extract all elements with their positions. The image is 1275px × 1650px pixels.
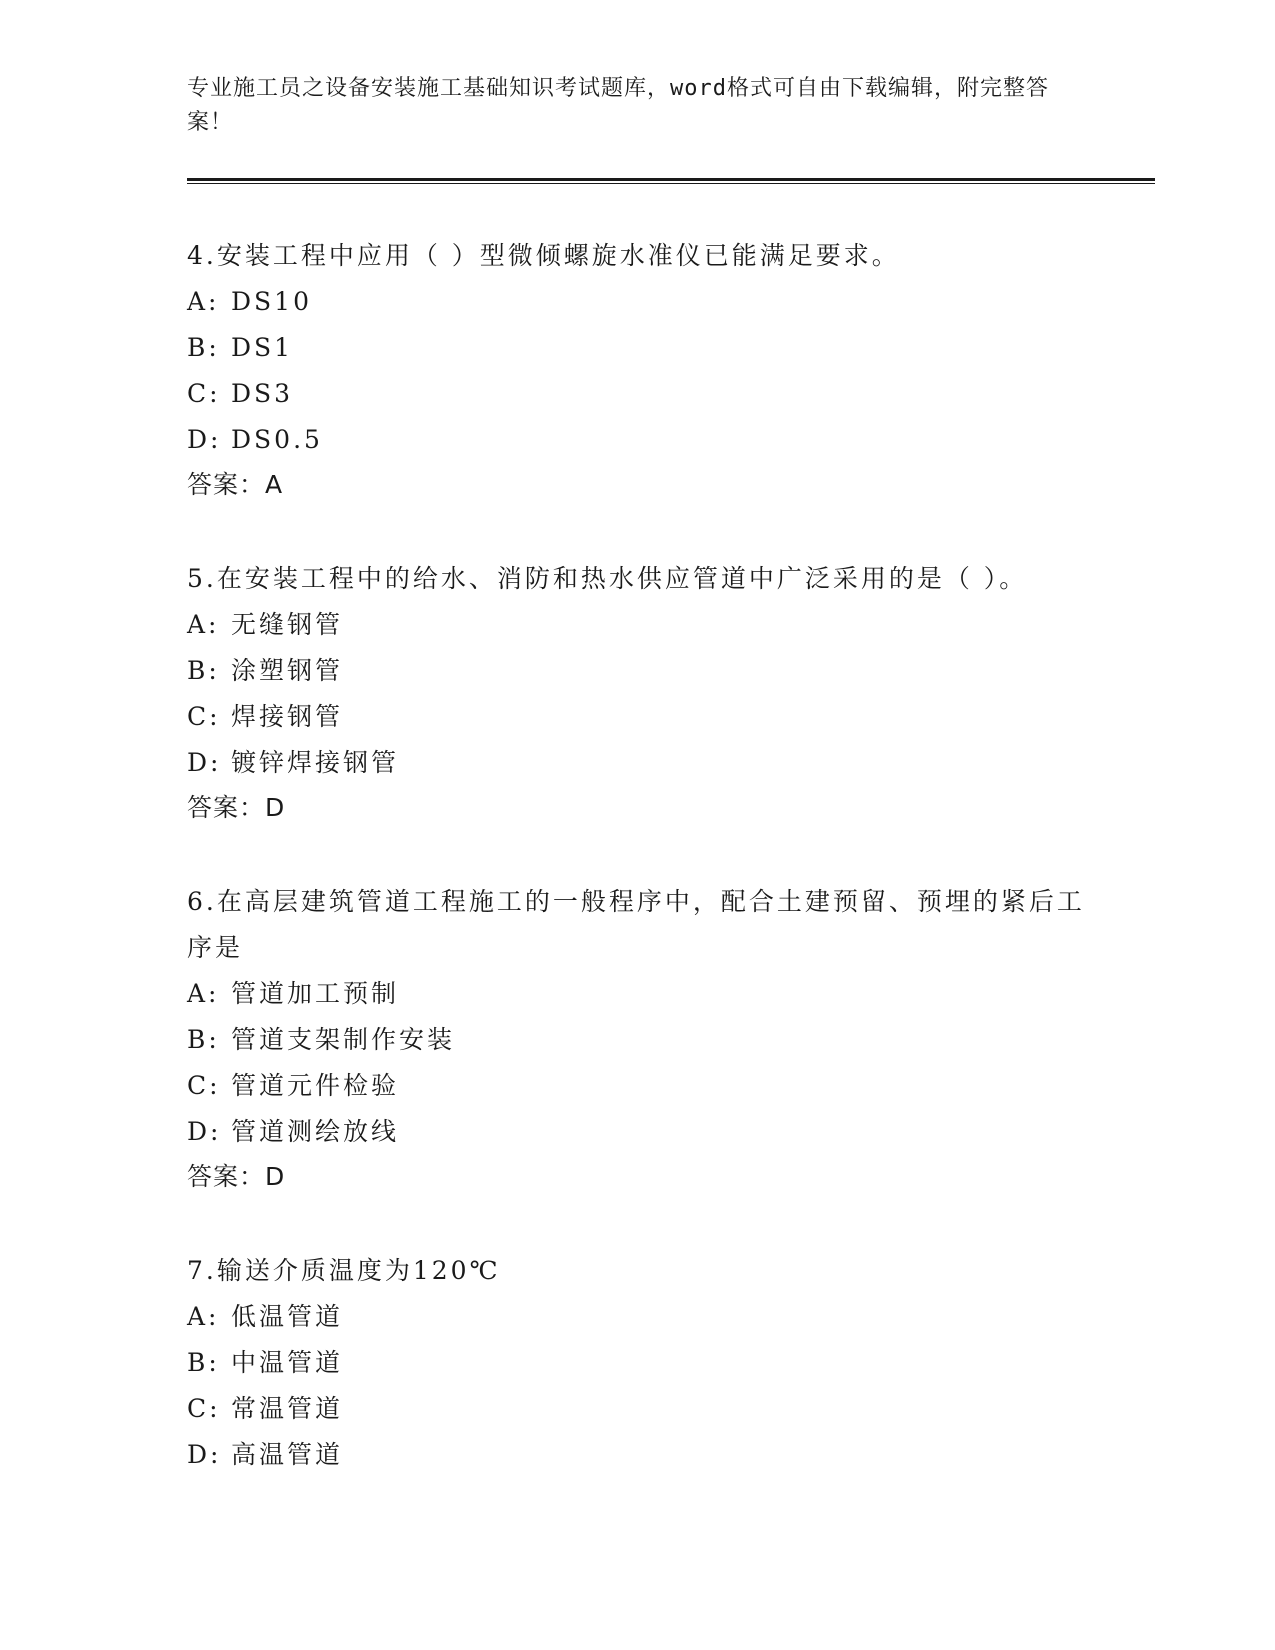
option-letter: B: — [187, 1025, 220, 1054]
option-b — [187, 325, 1087, 371]
option-text: 无缝钢管 — [231, 610, 344, 639]
question-list — [187, 233, 1087, 1527]
option-text: DS10 — [231, 287, 312, 316]
option-text: 管道元件检验 — [231, 1071, 400, 1100]
option-text: 高温管道 — [231, 1440, 344, 1469]
option-a — [187, 602, 1087, 648]
option-a — [187, 1294, 1087, 1340]
option-text: 涂塑钢管 — [231, 656, 344, 685]
option-b — [187, 1017, 1087, 1063]
option-text: DS1 — [231, 333, 294, 362]
option-letter: A: — [187, 287, 220, 316]
header-divider-thin — [187, 183, 1155, 184]
option-text: 管道测绘放线 — [231, 1117, 400, 1146]
option-letter: A: — [187, 1302, 220, 1331]
option-letter: B: — [187, 333, 220, 362]
option-text: 镀锌焊接钢管 — [231, 748, 400, 777]
question-stem: 7.输送介质温度为120℃ — [187, 1256, 501, 1285]
option-letter: C: — [187, 379, 221, 408]
option-d — [187, 1109, 1087, 1155]
option-text: 常温管道 — [231, 1394, 344, 1423]
option-letter: D: — [187, 1117, 222, 1146]
option-letter: B: — [187, 656, 220, 685]
option-text: DS0.5 — [231, 425, 323, 454]
option-letter: C: — [187, 1394, 221, 1423]
option-letter: D: — [187, 425, 222, 454]
option-letter: A: — [187, 610, 220, 639]
question-5 — [187, 556, 1087, 830]
option-letter: B: — [187, 1348, 220, 1377]
question-7 — [187, 1248, 1087, 1478]
option-c — [187, 371, 1087, 417]
question-stem: 6.在高层建筑管道工程施工的一般程序中，配合土建预留、预埋的紧后工序是 — [187, 887, 1085, 962]
option-text: 中温管道 — [231, 1348, 344, 1377]
question-stem: 5.在安装工程中的给水、消防和热水供应管道中广泛采用的是（ ）。 — [187, 564, 1028, 593]
option-text: DS3 — [231, 379, 294, 408]
option-d — [187, 417, 1087, 463]
option-text: 低温管道 — [231, 1302, 344, 1331]
answer-line: 答案：A — [187, 470, 284, 499]
question-4 — [187, 233, 1087, 507]
option-a — [187, 279, 1087, 325]
option-c — [187, 1063, 1087, 1109]
option-letter: C: — [187, 702, 221, 731]
option-letter: C: — [187, 1071, 221, 1100]
document-header: 专业施工员之设备安装施工基础知识考试题库，word格式可自由下载编辑，附完整答案！ — [187, 76, 1049, 135]
option-text: 焊接钢管 — [231, 702, 344, 731]
option-b — [187, 1340, 1087, 1386]
option-letter: D: — [187, 748, 222, 777]
answer-line: 答案：D — [187, 1162, 286, 1191]
option-c — [187, 694, 1087, 740]
option-c — [187, 1386, 1087, 1432]
option-text: 管道加工预制 — [231, 979, 400, 1008]
option-letter: A: — [187, 979, 220, 1008]
option-d — [187, 740, 1087, 786]
question-6 — [187, 879, 1087, 1199]
option-d — [187, 1432, 1087, 1478]
option-letter: D: — [187, 1440, 222, 1469]
answer-line: 答案：D — [187, 793, 286, 822]
option-b — [187, 648, 1087, 694]
question-stem: 4.安装工程中应用（ ）型微倾螺旋水准仪已能满足要求。 — [187, 241, 900, 270]
option-a — [187, 971, 1087, 1017]
header-divider-thick — [187, 178, 1155, 181]
option-text: 管道支架制作安装 — [231, 1025, 456, 1054]
